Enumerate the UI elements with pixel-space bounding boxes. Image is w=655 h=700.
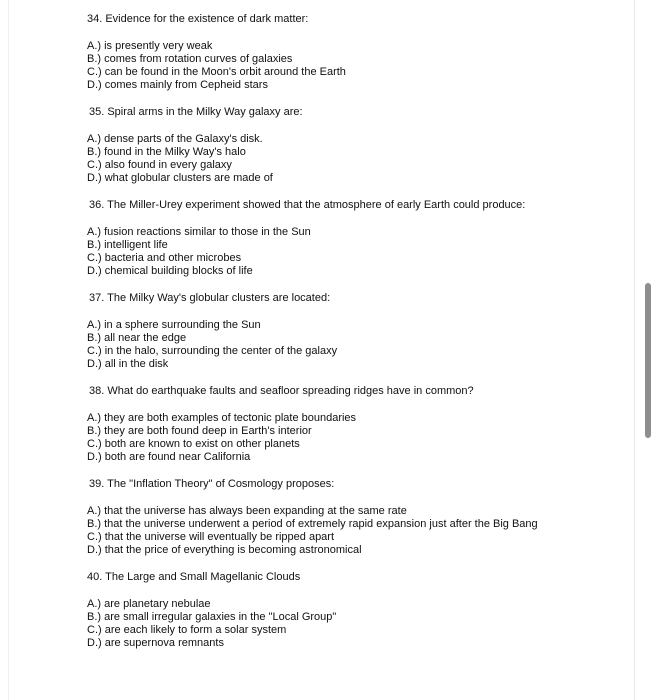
option-b: B.) are small irregular galaxies in the "Local Group" — [87, 611, 337, 623]
question-39 — [87, 478, 627, 557]
answer-options — [87, 133, 627, 185]
option-b: B.) all near the edge — [87, 332, 187, 344]
option-d: D.) what globular clusters are made of — [87, 172, 273, 184]
option-b: B.) intelligent life — [87, 239, 168, 251]
option-d: D.) chemical building blocks of life — [87, 265, 253, 277]
question-36 — [87, 199, 627, 278]
option-b: B.) they are both found deep in Earth's interior — [87, 425, 312, 437]
option-d: D.) both are found near California — [87, 451, 251, 463]
option-c: C.) also found in every galaxy — [87, 159, 232, 171]
answer-options — [87, 226, 627, 278]
question-list — [87, 13, 627, 664]
question-prompt: 36. The Miller-Urey experiment showed that the atmosphere of early Earth could produce: — [89, 199, 526, 211]
option-d: D.) are supernova remnants — [87, 637, 224, 649]
option-b: B.) that the universe underwent a period of extremely rapid expansion just after the Big Bang — [87, 518, 538, 530]
option-b: B.) comes from rotation curves of galaxies — [87, 53, 293, 65]
option-a: A.) in a sphere surrounding the Sun — [87, 319, 261, 331]
answer-options — [87, 412, 627, 464]
question-35 — [87, 106, 627, 185]
option-a: A.) that the universe has always been expanding at the same rate — [87, 505, 407, 517]
option-d: D.) all in the disk — [87, 358, 169, 370]
question-prompt: 34. Evidence for the existence of dark matter: — [87, 13, 309, 25]
option-c: C.) that the universe will eventually be ripped apart — [87, 531, 335, 543]
option-a: A.) fusion reactions similar to those in the Sun — [87, 226, 311, 238]
option-a: A.) they are both examples of tectonic plate boundaries — [87, 412, 357, 424]
answer-options — [87, 40, 627, 92]
option-c: C.) are each likely to form a solar system — [87, 624, 287, 636]
question-prompt: 39. The "Inflation Theory" of Cosmology proposes: — [89, 478, 335, 490]
option-a: A.) are planetary nebulae — [87, 598, 211, 610]
vertical-scrollbar-thumb[interactable] — [645, 283, 651, 438]
question-40 — [87, 571, 627, 650]
question-37 — [87, 292, 627, 371]
option-c: C.) in the halo, surrounding the center of the galaxy — [87, 345, 338, 357]
answer-options — [87, 598, 627, 650]
option-d: D.) comes mainly from Cepheid stars — [87, 79, 268, 91]
question-38 — [87, 385, 627, 464]
question-prompt: 37. The Milky Way's globular clusters are located: — [89, 292, 331, 304]
question-prompt: 38. What do earthquake faults and seafloor spreading ridges have in common? — [89, 385, 474, 397]
page-edge-left — [8, 0, 9, 700]
answer-options — [87, 505, 627, 557]
option-c: C.) bacteria and other microbes — [87, 252, 242, 264]
question-34 — [87, 13, 627, 92]
option-c: C.) both are known to exist on other planets — [87, 438, 300, 450]
question-prompt: 35. Spiral arms in the Milky Way galaxy are: — [89, 106, 303, 118]
question-prompt: 40. The Large and Small Magellanic Clouds — [87, 571, 301, 583]
option-a: A.) is presently very weak — [87, 40, 213, 52]
option-c: C.) can be found in the Moon's orbit around the Earth — [87, 66, 346, 78]
option-b: B.) found in the Milky Way's halo — [87, 146, 246, 158]
page-edge-right — [634, 0, 635, 700]
answer-options — [87, 319, 627, 371]
option-a: A.) dense parts of the Galaxy's disk. — [87, 133, 263, 145]
option-d: D.) that the price of everything is becoming astronomical — [87, 544, 362, 556]
